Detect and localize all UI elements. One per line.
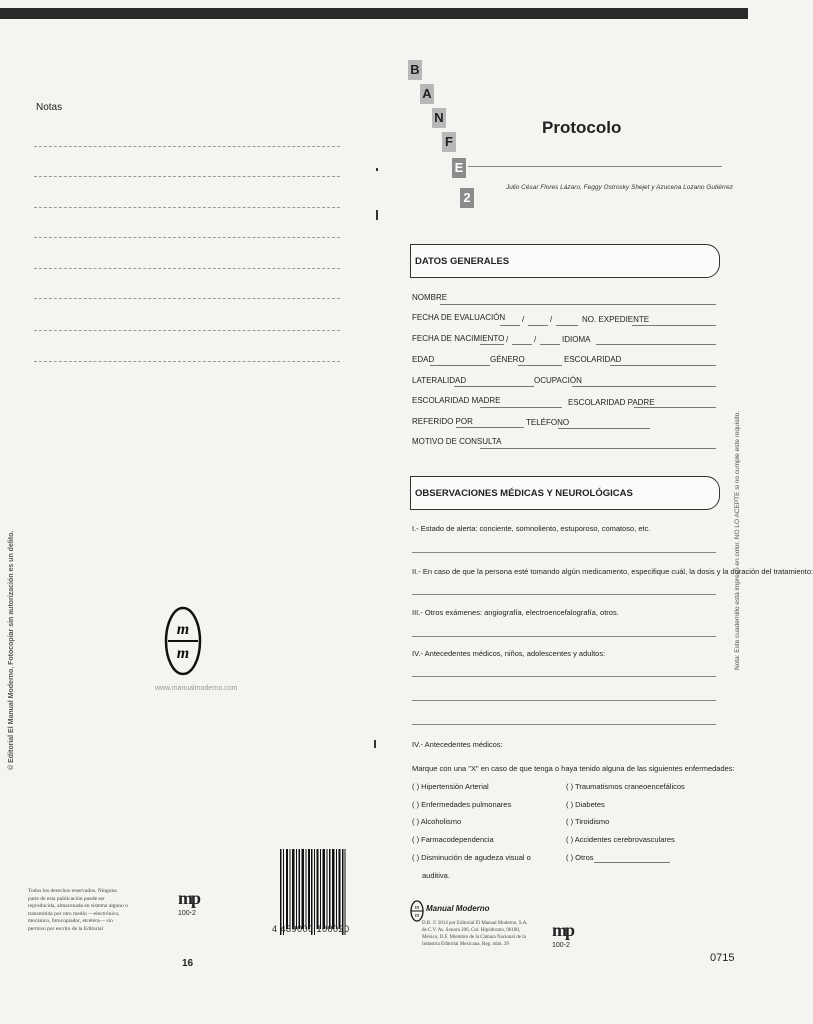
telefono-label: TELÉFONO [526,418,570,427]
option-accidentes-cerebrovasculares[interactable]: ( ) Accidentes cerebrovasculares [566,835,675,844]
nombre-label: NOMBRE [412,293,448,302]
option-otros[interactable]: ( ) Otros [566,853,594,862]
escolaridad-padre-label: ESCOLARIDAD PADRE [568,398,655,407]
note-line[interactable] [34,361,340,362]
svg-text:m: m [414,905,420,911]
answer-line[interactable] [412,676,716,677]
motivo-consulta-field[interactable] [480,448,716,449]
no-expediente-label: NO. EXPEDIENTE [582,315,650,324]
lateralidad-label: LATERALIDAD [412,376,467,385]
rights-notice: Todos los derechos reservados. Ninguna parte de esta publicación puede ser reproducida, almacenada en sistema alguno o transmitida por otro medio —electrónico, mecánico, fotocopiador, etcétera— sin permiso por escrito de la Editorial [28,888,128,932]
banfe-letter: A [420,84,434,104]
barcode-number: 4 489000 100020 [272,924,350,934]
banfe-letter: F [442,132,456,152]
form-code: 0715 [710,952,735,964]
question-otros-examenes: III.- Otros exámenes: angiografía, electroencefalografía, otros. [412,608,619,617]
note-line[interactable] [34,207,340,208]
escolaridad-label: ESCOLARIDAD [564,355,622,364]
fold-mark [376,210,378,220]
note-line[interactable] [34,298,340,299]
escolaridad-madre-field[interactable] [480,407,562,408]
fecha-evaluacion-month-field[interactable] [528,325,548,326]
note-line[interactable] [34,146,340,147]
page-title: Protocolo [542,118,622,137]
svg-text:m: m [176,645,190,662]
option-tiroidismo[interactable]: ( ) Tiroidismo [566,817,610,826]
edad-field[interactable] [430,365,490,366]
left-page [0,20,384,1024]
option-agudeza-visual[interactable]: ( ) Disminución de agudeza visual o [412,853,531,862]
datos-generales-header [410,244,720,278]
mp-code: 100-2 [552,942,570,949]
svg-text:m: m [414,913,420,919]
authors: Julio César Flores Lázaro, Feggy Ostrosky Shejet y Azucena Lozano Gutiérrez [506,184,734,191]
answer-line[interactable] [412,724,716,725]
option-traumatismos[interactable]: ( ) Traumatismos craneoencefálicos [566,782,685,791]
banfe-letter: E [452,158,466,178]
note-line[interactable] [34,330,340,331]
motivo-consulta-label: MOTIVO DE CONSULTA [412,437,502,446]
fecha-evaluacion-year-field[interactable] [556,325,578,326]
answer-line[interactable] [412,594,716,595]
note-line[interactable] [34,268,340,269]
banfe-letter: N [432,108,446,128]
title-rule [468,166,722,167]
observaciones-title: OBSERVACIONES MÉDICAS Y NEUROLÓGICAS [415,488,633,499]
publisher-brand: Manual Moderno [426,904,490,913]
fecha-evaluacion-label: FECHA DE EVALUACIÓN [412,313,506,322]
otros-field[interactable] [594,862,670,863]
fecha-nacimiento-month-field[interactable] [512,344,532,345]
mp-badge [552,920,573,949]
mp-mark: mp [552,920,574,940]
question-estado-alerta: I.- Estado de alerta: conciente, somnoliento, estuporoso, comatoso, etc. [412,524,651,533]
top-binding-strip [0,8,748,19]
genero-field[interactable] [518,365,562,366]
publisher-address: D.R. © 2014 por Editorial El Manual Moderno, S.A. de C.V. Av. Sonora 206, Col. Hipódromo, 06100, México, D.F. Miembro de la Cámara Nacional de la Industria Editorial Mexicana, Reg. núm. 39 [422,921,528,947]
lateralidad-field[interactable] [454,386,534,387]
fecha-nacimiento-day-field[interactable] [480,344,504,345]
escolaridad-madre-label: ESCOLARIDAD MADRE [412,396,501,405]
fecha-nacimiento-label: FECHA DE NACIMIENTO [412,334,505,343]
ocupacion-field[interactable] [572,386,716,387]
mp-code: 100-2 [178,910,196,917]
telefono-field[interactable] [558,428,650,429]
banfe-letter: B [408,60,422,80]
referido-por-label: REFERIDO POR [412,417,473,426]
copyright-side-label: © Editorial El Manual Moderno. Fotocopiar sin autorización es un delito. [8,530,15,770]
question-medicamento: II.- En caso de que la persona esté tomando algún medicamento, especifique cuál, la dosis y la duración del tratamiento: [412,567,813,576]
idioma-label: IDIOMA [562,335,591,344]
banfe-letter: 2 [460,188,474,208]
question-antecedentes: IV.- Antecedentes médicos, niños, adolescentes y adultos: [412,649,606,658]
fold-mark [376,168,378,171]
referido-por-field[interactable] [456,427,524,428]
answer-line[interactable] [412,700,716,701]
option-diabetes[interactable]: ( ) Diabetes [566,800,605,809]
svg-text:m: m [176,621,190,638]
notes-title: Notas [36,102,63,113]
option-enfermedades-pulmonares[interactable]: ( ) Enfermedades pulmonares [412,800,512,809]
edad-label: EDAD [412,355,435,364]
option-alcoholismo[interactable]: ( ) Alcoholismo [412,817,462,826]
no-expediente-field[interactable] [632,325,716,326]
option-agudeza-visual-cont: auditiva. [422,871,450,880]
idioma-field[interactable] [596,344,716,345]
nombre-field[interactable] [440,304,716,305]
mp-mark: mp [178,888,200,908]
observaciones-header [410,476,720,510]
ocupacion-label: OCUPACIÓN [534,376,582,385]
color-print-note [734,350,746,670]
escolaridad-field[interactable] [610,365,716,366]
fold-mark [374,740,376,748]
color-print-note-text: Nota: Este cuadernillo está impreso en color. NO LO ACEPTE si no cumple este requisito. [734,410,741,670]
fecha-nacimiento-year-field[interactable] [540,344,560,345]
copyright-side-text [8,400,20,770]
manual-moderno-small-logo-icon [410,900,424,922]
page-number: 16 [182,958,194,969]
note-line[interactable] [34,237,340,238]
disease-instruction: Marque con una "X" en caso de que tenga o haya tenido alguna de las siguientes enfermedades: [412,764,735,773]
fecha-evaluacion-day-field[interactable] [500,325,520,326]
note-line[interactable] [34,176,340,177]
answer-line[interactable] [412,552,716,553]
question-antecedentes-medicos: IV.- Antecedentes médicos: [412,740,503,749]
escolaridad-padre-field[interactable] [634,407,716,408]
publisher-url: www.manualmoderno.com [155,685,238,692]
manual-moderno-logo-icon [164,606,202,676]
option-hipertension[interactable]: ( ) Hipertensión Arterial [412,782,489,791]
option-farmacodependencia[interactable]: ( ) Farmacodependencia [412,835,494,844]
answer-line[interactable] [412,636,716,637]
right-page: B A N F E 2 Protocolo Julio César Flores Lázaro, Feggy Ostrosky Shejet y Azucena Lozano Gutiérrez DATOS GENERALES NOMBRE FECHA DE EVALUACIÓN / / NO. EXPEDIENTE FECHA DE NACIMIENTO / / IDIOMA EDAD GÉNERO ESCOLARIDAD LATERALIDAD OCUPACIÓN ESCOLARIDAD MADRE ESCOLARIDAD PADRE REFERIDO POR TELÉFONO MOTIVO DE CONSULTA OBSERVACIONES MÉDICAS Y NEUROLÓGICAS I.- Estado de alerta: conciente, somnoliento, estuporoso, comatoso, etc. II.- En caso de que la persona esté tomando algún medicamento, especifique cuál, la dosis y la duración del tratamiento: III.- Otros exámenes: angiografía, electroencefalografía, otros. IV.- Antecedentes médicos, niños, adolescentes y adultos: IV.- Antecedentes médicos: Marque con una "X" en caso de que tenga o haya tenido alguna de las siguientes enfermedades: ( ) Hipertensión Arterial ( ) Enfermedades pulmonares ( ) Alcoholismo ( ) Farmacodependencia ( ) Disminución de agudeza visual o auditiva. ( ) Traumatismos craneoencefálicos ( ) Diabetes ( ) Tiroidismo ( ) Accidentes cerebrovasculares ( ) Otros Nota: Este cuadernillo está impreso en color. NO LO ACEPTE si no cumple este requisito. m m Manual Moderno D.R. © 2014 por Editorial El Manual Moderno, S.A. de C.V. Av. Sonora 206, Col. Hipódromo, 06100, México, D.F. Miembro de la Cámara Nacional de la Industria Editorial Mexicana, Reg. núm. 39 mp 100-2 0715 [384,20,748,1024]
mp-badge [178,888,199,917]
genero-label: GÉNERO [490,355,525,364]
datos-generales-title: DATOS GENERALES [415,256,510,267]
